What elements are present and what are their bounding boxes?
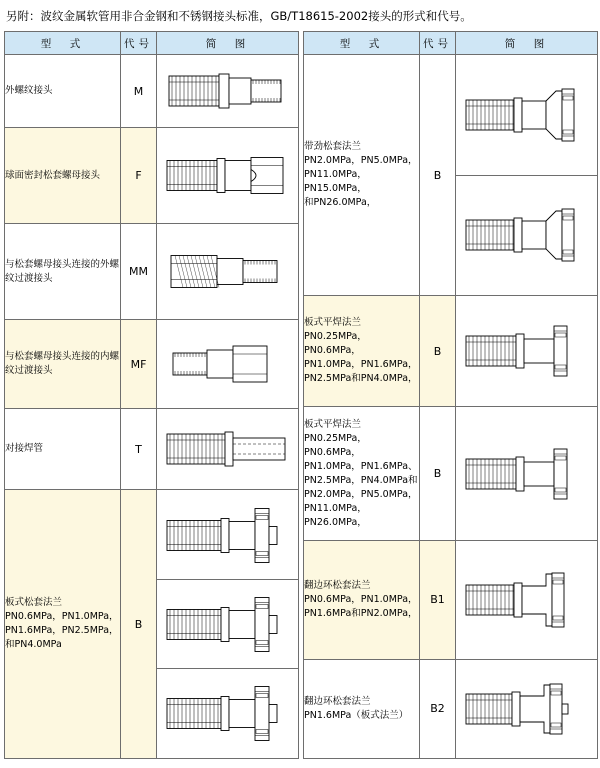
header-type: 型 式 xyxy=(5,32,121,55)
cell-code: B1 xyxy=(420,540,456,659)
cell-type: 带劲松套法兰 PN2.0MPa，PN5.0MPa， PN11.0MPa，PN15.0MPa， 和PN26.0MPa， xyxy=(304,55,420,296)
cell-figure-lap-joint-flange-b xyxy=(456,659,598,758)
cell-type: 与松套螺母接头连接的内螺纹过渡接头 xyxy=(5,320,121,409)
cell-code: T xyxy=(121,409,157,490)
cell-code: F xyxy=(121,128,157,224)
spec-tables xyxy=(0,31,600,759)
cell-type: 板式平焊法兰 PN0.25MPa，PN0.6MPa， PN1.0MPa，PN1.6MPa、 PN2.5MPa，PN4.0MPa和 PN2.0MPa，PN5.0MPa， PN11.0MPa，PN26.0MPa， xyxy=(304,407,420,540)
table-row xyxy=(5,409,299,490)
right-spec-table xyxy=(303,31,598,759)
cell-code: B xyxy=(420,55,456,296)
table-row xyxy=(5,128,299,224)
cell-type: 球面密封松套螺母接头 xyxy=(5,128,121,224)
cell-type: 翻边环松套法兰 PN1.6MPa（板式法兰） xyxy=(304,659,420,758)
cell-figure-male-transition-fitting xyxy=(157,224,299,320)
cell-code: B2 xyxy=(420,659,456,758)
table-row xyxy=(5,490,299,759)
table-header-row xyxy=(304,32,598,55)
table-row xyxy=(304,540,598,659)
cell-figure-plate-welding-flange-b xyxy=(456,407,598,540)
table-row xyxy=(304,296,598,407)
cell-figure-plate-loose-flange xyxy=(157,490,299,759)
cell-type: 翻边环松套法兰 PN0.6MPa，PN1.0MPa， PN1.6MPa和PN2.0MPa， xyxy=(304,540,420,659)
cell-code: B xyxy=(121,490,157,759)
cell-code: M xyxy=(121,55,157,128)
left-spec-table xyxy=(4,31,299,759)
table-row xyxy=(5,224,299,320)
table-header-row xyxy=(5,32,299,55)
cell-code: MM xyxy=(121,224,157,320)
table-row xyxy=(304,55,598,296)
left-table-body xyxy=(5,55,299,759)
cell-figure-lap-joint-flange-a xyxy=(456,540,598,659)
cell-type: 板式平焊法兰 PN0.25MPa，PN0.6MPa， PN1.0MPa，PN1.6MPa， PN2.5MPa和PN4.0MPa， xyxy=(304,296,420,407)
right-table-body xyxy=(304,55,598,759)
cell-code: MF xyxy=(121,320,157,409)
cell-code: B xyxy=(420,407,456,540)
cell-figure-plate-welding-flange-a xyxy=(456,296,598,407)
cell-type: 外螺纹接头 xyxy=(5,55,121,128)
cell-type: 板式松套法兰 PN0.6MPa，PN1.0MPa， PN1.6MPa，PN2.5MPa， 和PN4.0MPa xyxy=(5,490,121,759)
cell-code: B xyxy=(420,296,456,407)
header-type: 型 式 xyxy=(304,32,420,55)
cell-type: 与松套螺母接头连接的外螺纹过渡接头 xyxy=(5,224,121,320)
cell-figure-spherical-seal-nut-fitting xyxy=(157,128,299,224)
header-code: 代号 xyxy=(121,32,157,55)
page-caption: 另附：波纹金属软管用非合金钢和不锈钢接头标准，GB/T18615-2002接头的形式和代号。 xyxy=(6,9,472,23)
header-figure: 简 图 xyxy=(456,32,598,55)
table-row xyxy=(304,407,598,540)
cell-figure-ribbed-loose-flange xyxy=(456,55,598,296)
header-figure: 简 图 xyxy=(157,32,299,55)
cell-figure-butt-weld-pipe xyxy=(157,409,299,490)
table-row xyxy=(304,659,598,758)
cell-figure-female-transition-fitting xyxy=(157,320,299,409)
cell-type: 对接焊管 xyxy=(5,409,121,490)
table-row xyxy=(5,55,299,128)
cell-figure-male-thread-fitting xyxy=(157,55,299,128)
header-code: 代号 xyxy=(420,32,456,55)
table-row xyxy=(5,320,299,409)
